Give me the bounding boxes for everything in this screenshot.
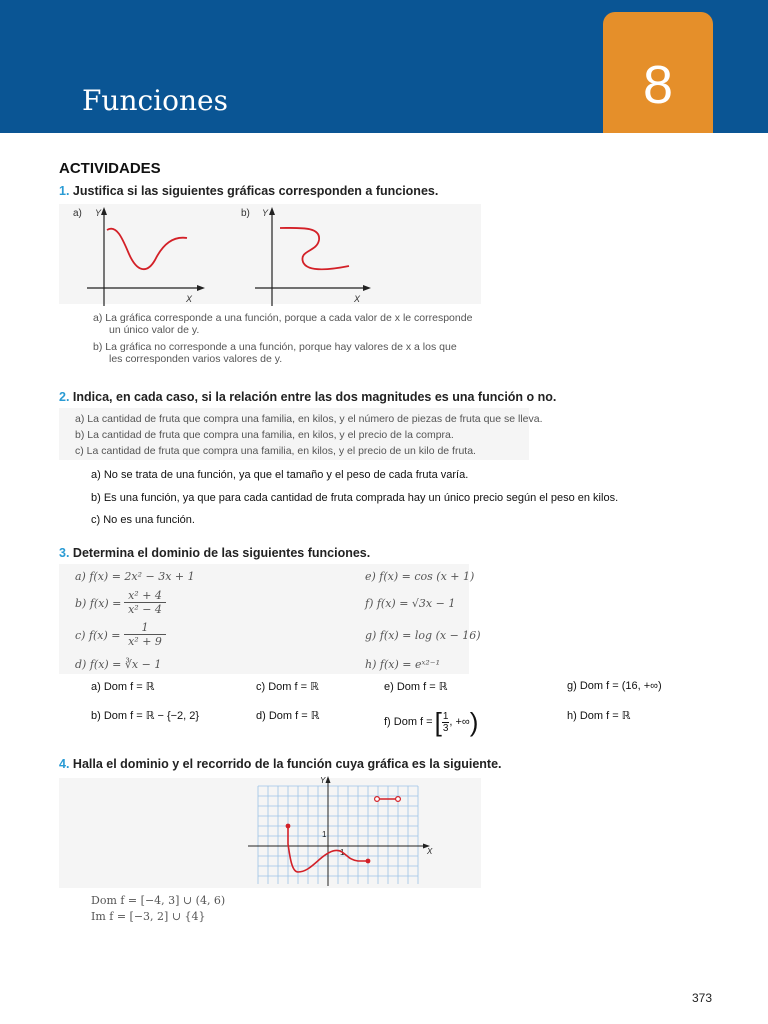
q1-graphs xyxy=(59,204,481,308)
q4-range: Im f = [−3, 2] ∪ {4} xyxy=(91,910,206,923)
q3-answer-d: d) Dom f = ℝ xyxy=(256,710,320,722)
q3-func-h: h) f(x) = eˣ²⁻¹ xyxy=(365,658,440,671)
question-number: 1. xyxy=(59,184,70,198)
q2-answer-a: a) No se trata de una función, ya que el tamaño y el peso de cada fruta varía. xyxy=(91,469,469,481)
q3-func-c-fraction: 1 x² + 9 xyxy=(124,621,166,648)
q2-answer-c: c) No es una función. xyxy=(91,514,195,526)
q1-answer-b: b) La gráfica no corresponde a una función, porque hay valores de x a los que les corresponden varios valores de y. xyxy=(93,341,457,365)
q3-answer-g: g) Dom f = (16, +∞) xyxy=(567,680,662,692)
question-2 xyxy=(59,390,556,404)
question-text: Justifica si las siguientes gráficas corresponden a funciones. xyxy=(72,184,439,198)
q3-answer-h: h) Dom f = ℝ xyxy=(567,710,631,722)
question-1 xyxy=(59,184,438,198)
question-number: 4. xyxy=(59,757,70,771)
graph-a-x: X xyxy=(186,294,193,304)
chapter-title: Funciones xyxy=(82,84,228,117)
q4-y-one: 1 xyxy=(322,830,327,839)
q4-y-label: Y xyxy=(320,776,326,785)
q3-func-b-prefix: b) f(x) = xyxy=(75,597,122,610)
question-text: Determina el dominio de las siguientes funciones. xyxy=(72,546,371,560)
q3-func-c-prefix: c) f(x) = xyxy=(75,629,121,642)
question-number: 3. xyxy=(59,546,70,560)
q2-item-a: a) La cantidad de fruta que compra una familia, en kilos, y el número de piezas de fruta que se lleva. xyxy=(75,413,543,425)
q3-func-d: d) f(x) = ∛x − 1 xyxy=(75,658,162,671)
q3-answer-a: a) Dom f = ℝ xyxy=(91,681,155,693)
q4-open-point-left xyxy=(375,797,380,802)
q4-domain: Dom f = [−4, 3] ∪ (4, 6) xyxy=(91,894,226,907)
q3-answer-c: c) Dom f = ℝ xyxy=(256,681,319,693)
q2-item-b: b) La cantidad de fruta que compra una familia, en kilos, y el precio de la compra. xyxy=(75,429,454,441)
q3-func-b-fraction: x² + 4 x² − 4 xyxy=(124,589,166,616)
q3-func-f: f) f(x) = √3x − 1 xyxy=(365,597,456,610)
q3-answer-b: b) Dom f = ℝ − {−2, 2} xyxy=(91,710,200,722)
section-heading: ACTIVIDADES xyxy=(59,160,161,177)
q3-func-e: e) f(x) = cos (x + 1) xyxy=(365,570,475,583)
page-number: 373 xyxy=(692,991,713,1005)
q4-graph xyxy=(240,774,460,890)
graph-a-curve xyxy=(107,229,187,269)
question-3 xyxy=(59,546,370,560)
q3-answer-e: e) Dom f = ℝ xyxy=(384,681,448,693)
q4-open-point-right xyxy=(396,797,401,802)
q3-answer-f: f) Dom f = [ 1 3 , +∞ ) xyxy=(384,707,479,737)
q3-func-a: a) f(x) = 2x² − 3x + 1 xyxy=(75,570,195,583)
question-number: 2. xyxy=(59,390,70,404)
graph-a-label: a) xyxy=(73,208,82,219)
graph-b-x: X xyxy=(354,294,361,304)
q4-closed-point-start xyxy=(286,824,291,829)
q2-items xyxy=(75,411,543,459)
q3-func-g: g) f(x) = log (x − 16) xyxy=(365,629,481,642)
graph-a-y: Y xyxy=(95,208,102,218)
q1-answer-a: a) La gráfica corresponde a una función, porque a cada valor de x le corresponde un único valor de y. xyxy=(93,312,473,336)
q4-x-one: 1 xyxy=(340,848,345,857)
q4-closed-point-end xyxy=(366,859,371,864)
graph-b-curve xyxy=(280,228,349,269)
chapter-number: 8 xyxy=(642,55,674,115)
graph-b-y: Y xyxy=(262,208,269,218)
q4-x-label: X xyxy=(427,847,433,856)
question-text: Halla el dominio y el recorrido de la función cuya gráfica es la siguiente. xyxy=(72,757,502,771)
question-text: Indica, en cada caso, si la relación entre las dos magnitudes es una función o no. xyxy=(72,390,557,404)
q2-answers xyxy=(91,464,618,532)
question-4 xyxy=(59,757,502,771)
q2-answer-b: b) Es una función, ya que para cada cantidad de fruta comprada hay un único precio según el peso en kilos. xyxy=(91,491,619,504)
graph-b-label: b) xyxy=(241,208,250,219)
q2-item-c: c) La cantidad de fruta que compra una familia, en kilos, y el precio de un kilo de fruta. xyxy=(75,445,476,457)
